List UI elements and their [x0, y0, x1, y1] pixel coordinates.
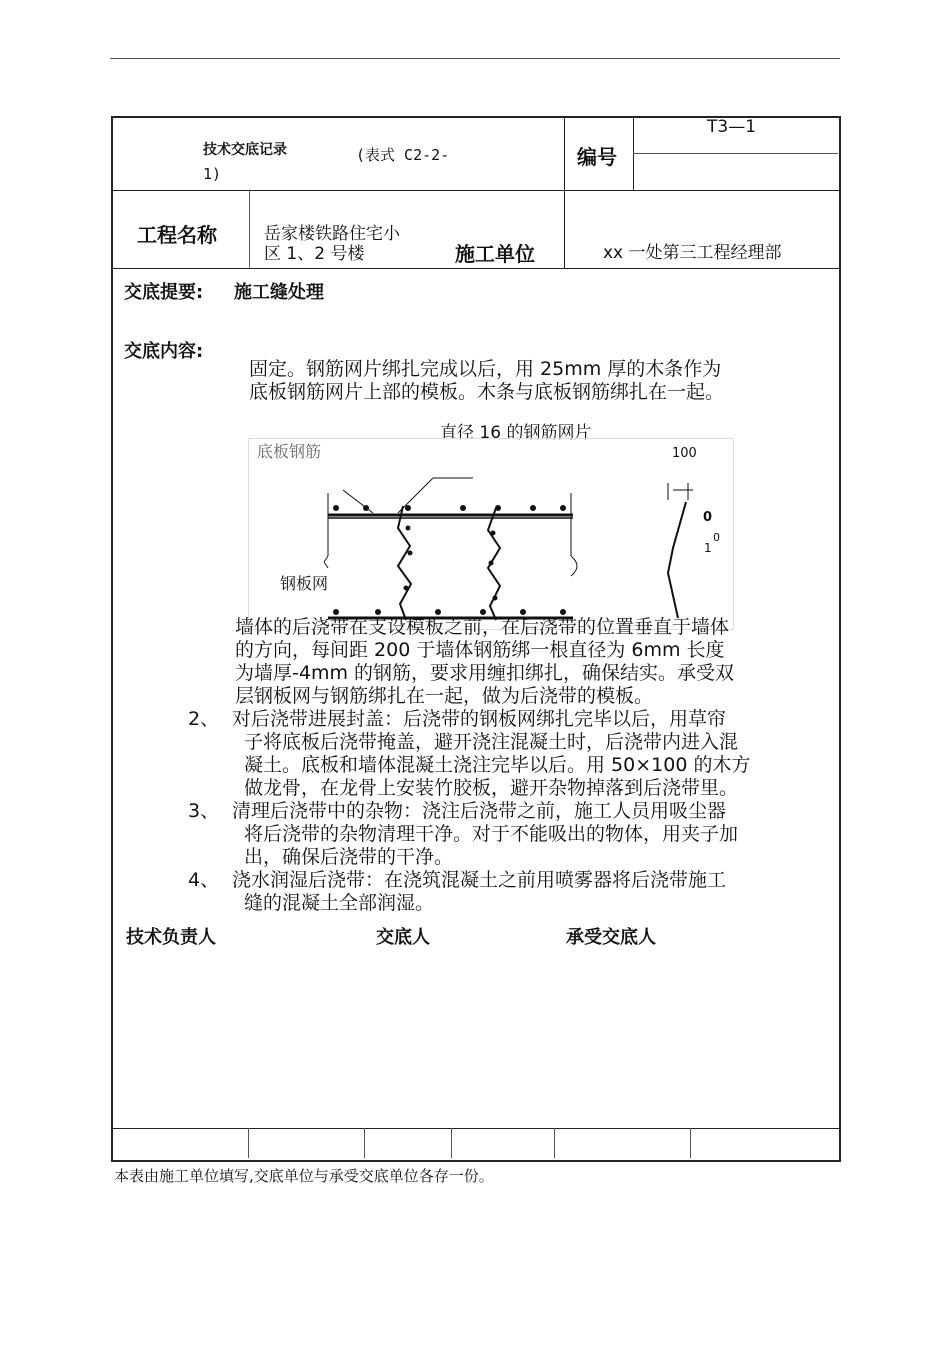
figure-label-steel-mesh: 钢板网	[280, 574, 329, 593]
form-code-end: 1)	[203, 165, 222, 183]
header-row-divider	[111, 190, 839, 191]
figure-caption: 直径 16 的钢筋网片	[440, 423, 592, 443]
figure-dim-0b: 0	[713, 531, 720, 544]
signature-presenter: 交底人	[376, 927, 430, 948]
item-2-number: 2、	[188, 708, 220, 730]
header-col-divider	[564, 116, 565, 268]
form-code: (表式 C2-2-	[356, 146, 450, 164]
sig-col-3	[451, 1128, 452, 1158]
mesh-right	[488, 508, 500, 620]
item-4-line-2: 缝的混凝土全部润湿。	[244, 892, 435, 914]
figure-dim-100: 100	[672, 446, 697, 461]
left-break	[324, 556, 328, 562]
para1-line-3: 为墙厚-4mm 的钢筋，要求用缠扣绑扎，确保结实。承受双	[235, 662, 735, 684]
sig-col-4	[554, 1128, 555, 1158]
number-cell-divider	[633, 153, 838, 154]
leader-line-2	[398, 478, 433, 513]
item-4-line-1: 浇水润湿后浇带：在浇筑混凝土之前用喷雾器将后浇带施工	[232, 869, 727, 891]
construction-unit-value: xx 一处第三工程经理部	[603, 243, 782, 263]
project-name-line1: 岳家楼铁路住宅小	[264, 224, 400, 244]
signature-tech-lead: 技术负责人	[126, 927, 216, 948]
mesh-left	[398, 506, 411, 620]
figure-label-slab-rebar: 底板钢筋	[257, 442, 322, 461]
item-2-line-2: 子将底板后浇带掩盖，避开浇注混凝土时，后浇带内进入混	[244, 731, 739, 753]
construction-unit-label: 施工单位	[455, 242, 535, 266]
leader-line-1	[343, 490, 373, 513]
summary-label: 交底提要:	[124, 282, 204, 303]
project-name-line2: 区 1、2 号楼	[264, 244, 365, 264]
item-3-line-2: 将后浇带的杂物清理干净。对于不能吸出的物体，用夹子加	[244, 823, 739, 845]
content-label: 交底内容:	[124, 341, 204, 362]
item-3-line-3: 出，确保后浇带的干净。	[244, 846, 454, 868]
intro-line-2: 底板钢筋网片上部的模板。木条与底板钢筋绑扎在一起。	[249, 381, 725, 403]
side-mesh	[668, 502, 686, 618]
para1-line-2: 的方向，每间距 200 于墙体钢筋绑一根直径为 6mm 长度	[235, 639, 725, 661]
figure-dim-1: 1	[704, 541, 712, 555]
item-2-line-3: 凝土。底板和墙体混凝土浇注完毕以后。用 50×100 的木方	[244, 754, 751, 776]
top-rule	[110, 58, 840, 59]
signature-row-divider	[111, 1128, 839, 1129]
item-2-line-1: 对后浇带进展封盖：后浇带的钢板网绑扎完毕以后，用草帘	[232, 708, 727, 730]
para1-line-1: 墙体的后浇带在支设模板之前，在后浇带的位置垂直于墙体	[235, 616, 730, 638]
signature-receiver: 承受交底人	[566, 927, 656, 948]
right-break	[571, 556, 577, 576]
item-4-number: 4、	[188, 869, 220, 891]
intro-line-1: 固定。钢筋网片绑扎完成以后，用 25mm 厚的木条作为	[249, 358, 722, 380]
number-label: 编号	[577, 145, 617, 169]
project-row-divider	[111, 268, 839, 269]
sig-col-5	[690, 1128, 691, 1158]
rebar-dots	[333, 505, 566, 615]
figure-dim-0a: 0	[703, 510, 713, 525]
sig-col-2	[364, 1128, 365, 1158]
footer-note: 本表由施工单位填写,交底单位与承受交底单位各存一份。	[114, 1167, 494, 1185]
rebar-diagram-svg	[248, 438, 748, 638]
para1-line-4: 层钢板网与钢筋绑扎在一起，做为后浇带的模板。	[235, 685, 654, 707]
project-name-label: 工程名称	[137, 223, 217, 247]
project-col-divider	[249, 190, 250, 268]
number-value: T3—1	[707, 117, 757, 137]
left-break-2	[324, 562, 328, 568]
sig-col-1	[248, 1128, 249, 1158]
item-2-line-4: 做龙骨，在龙骨上安装竹胶板，避开杂物掉落到后浇带里。	[244, 777, 739, 799]
item-3-line-1: 清理后浇带中的杂物：浇注后浇带之前，施工人员用吸尘器	[232, 800, 727, 822]
form-title: 技术交底记录	[203, 142, 287, 158]
item-3-number: 3、	[188, 800, 220, 822]
summary-value: 施工缝处理	[234, 282, 324, 303]
